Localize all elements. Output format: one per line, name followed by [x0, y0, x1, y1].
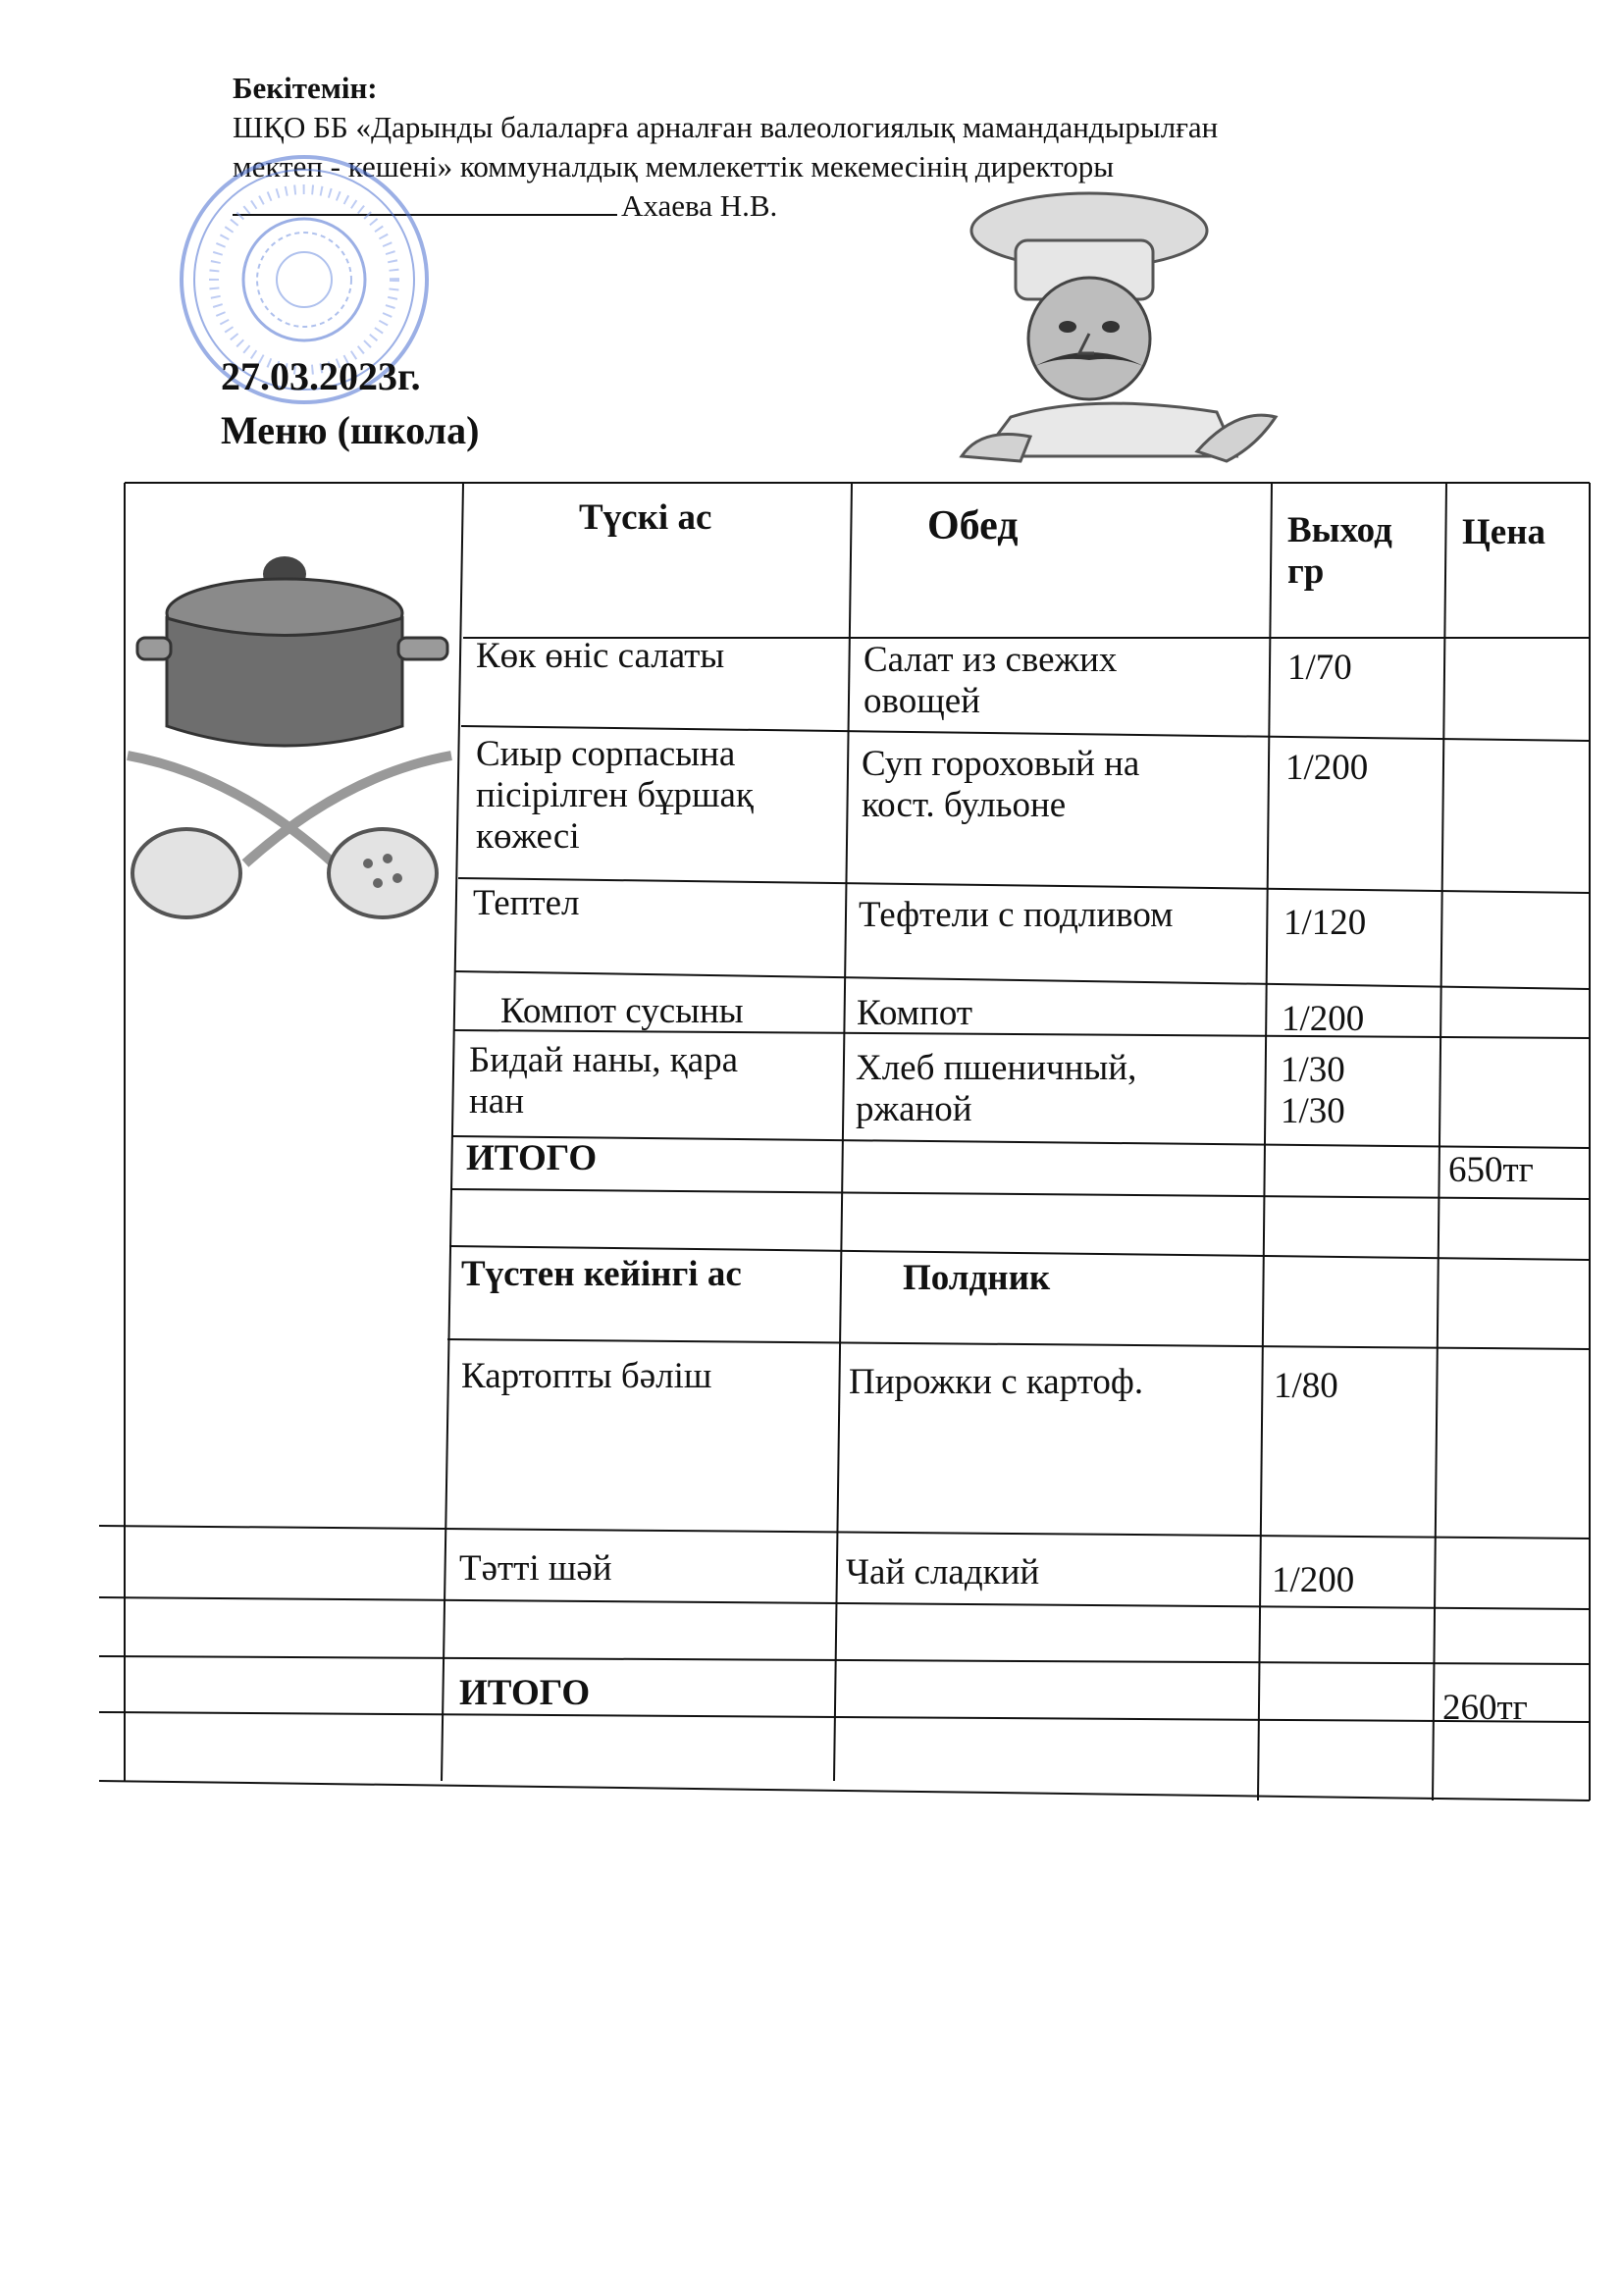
dish-weight-line2: 1/30 [1281, 1091, 1345, 1131]
dish-russian: Компот [857, 993, 973, 1033]
snack-total-label: ИТОГО [459, 1673, 591, 1713]
dish-russian-line1: Салат из свежих [864, 640, 1118, 680]
menu-title: Меню (школа) [221, 408, 480, 452]
menu-date: 27.03.2023г. [221, 354, 421, 398]
col-header-russian: Обед [927, 503, 1019, 548]
dish-russian-line2: кост. бульоне [862, 785, 1067, 825]
dish-kazakh [476, 734, 754, 858]
dish-kazakh: Тептел [473, 883, 580, 923]
approve-label: Бекітемін: [233, 71, 378, 105]
dish-kazakh-line2: пісірілген бұршақ [476, 775, 754, 815]
dish-russian: Тефтели с подливом [859, 895, 1174, 935]
snack-header-kazakh: Түстен кейінгі ас [461, 1254, 742, 1294]
dish-kazakh-line2: нан [469, 1081, 525, 1122]
dish-russian-line2: овощей [864, 681, 980, 721]
dish-weight: 1/200 [1285, 748, 1369, 788]
dish-weight-line1: 1/30 [1281, 1050, 1345, 1090]
dish-weight: 1/70 [1287, 648, 1352, 688]
dish-kazakh: Тәтті шәй [459, 1548, 612, 1589]
dish-kazakh: Картопты бәліш [461, 1356, 712, 1396]
col-header-weight [1287, 510, 1392, 593]
dish-russian: Чай сладкий [846, 1552, 1040, 1592]
col-header-kazakh: Түскі ас [579, 497, 712, 538]
organization-line-2: мектеп - кешені» коммуналдық мемлекеттік мекемесінің директоры [233, 149, 1115, 183]
director-name: Ахаева Н.В. [621, 188, 778, 223]
dish-weight: 1/200 [1282, 999, 1365, 1039]
dish-kazakh: Көк өніс салаты [476, 636, 725, 676]
pot-illustration [118, 520, 471, 942]
dish-weight [1281, 1050, 1345, 1132]
organization-line-1: ШҚО ББ «Дарынды балаларға арналған валеологиялық мамандандырылған [233, 110, 1219, 144]
dish-kazakh-line1: Сиыр сорпасына [476, 734, 736, 774]
dish-russian [864, 640, 1117, 722]
lunch-total-price: 650тг [1448, 1150, 1534, 1190]
dish-russian [862, 744, 1139, 826]
col-header-weight-line2: гр [1287, 551, 1325, 592]
chef-illustration [942, 191, 1295, 476]
dish-kazakh-line1: Бидай наны, қара [469, 1040, 739, 1080]
col-header-price: Цена [1462, 512, 1546, 552]
dish-kazakh-line3: көжесі [476, 816, 580, 857]
dish-russian [856, 1048, 1136, 1130]
dish-kazakh: Компот сусыны [500, 991, 744, 1031]
dish-kazakh [469, 1040, 738, 1122]
dish-russian-line1: Суп гороховый на [862, 744, 1140, 784]
dish-russian-line1: Хлеб пшеничный, [856, 1048, 1137, 1088]
dish-weight: 1/80 [1274, 1366, 1338, 1406]
table-row [476, 636, 724, 677]
dish-weight: 1/200 [1272, 1560, 1355, 1600]
col-header-weight-line1: Выход [1287, 510, 1392, 550]
snack-total-price: 260тг [1442, 1688, 1528, 1728]
dish-russian: Пирожки с картоф. [849, 1362, 1144, 1402]
snack-header-russian: Полдник [903, 1258, 1051, 1298]
dish-russian-line2: ржаной [856, 1089, 972, 1129]
dish-weight: 1/120 [1283, 903, 1367, 943]
lunch-total-label: ИТОГО [466, 1138, 598, 1178]
